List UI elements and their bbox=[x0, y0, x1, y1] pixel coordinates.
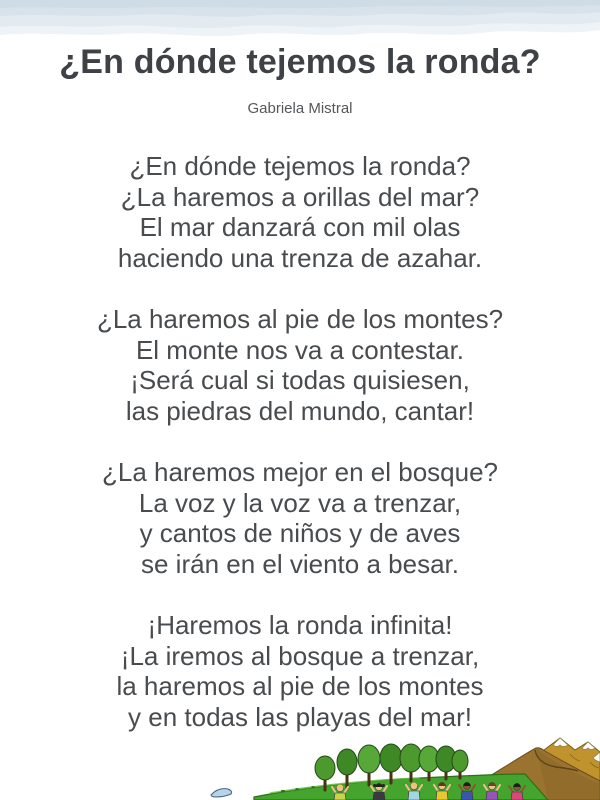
poem-line: ¿La haremos a orillas del mar? bbox=[120, 181, 480, 212]
poem-line: El mar danzará con mil olas bbox=[139, 212, 461, 242]
sky-clouds-illustration bbox=[0, 0, 600, 42]
poem-line: haciendo una trenza de azahar. bbox=[117, 242, 483, 273]
stanza-1 bbox=[0, 151, 600, 273]
water-wave-icon bbox=[211, 789, 232, 797]
green-hill-icon bbox=[254, 774, 548, 800]
poem-line: La voz y la voz va a trenzar, bbox=[138, 487, 462, 518]
poem-line: se irán en el viento a besar. bbox=[141, 548, 459, 579]
poem-line: las piedras del mundo, cantar! bbox=[125, 395, 475, 426]
stanza-4 bbox=[0, 610, 600, 732]
poem-line: la haremos al pie de los montes bbox=[116, 671, 484, 701]
poem-line: y cantos de niños y de aves bbox=[139, 518, 461, 548]
ronda-scene-illustration bbox=[0, 734, 600, 800]
page-title: ¿En dónde tejemos la ronda? bbox=[59, 43, 541, 81]
poem-line: ¡La iremos al bosque a trenzar, bbox=[120, 640, 480, 671]
poem-line: ¿La haremos mejor en el bosque? bbox=[101, 457, 498, 487]
poem-line: ¿En dónde tejemos la ronda? bbox=[129, 151, 471, 181]
poem-line: ¡Será cual si todas quisiesen, bbox=[130, 365, 470, 395]
poem-line: ¡Haremos la ronda infinita! bbox=[147, 610, 453, 640]
stanza-3 bbox=[0, 457, 600, 579]
poem-line: El monte nos va a contestar. bbox=[135, 334, 465, 365]
author-name: Gabriela Mistral bbox=[247, 100, 353, 117]
stanza-2 bbox=[0, 304, 600, 426]
poem-line: ¿La haremos al pie de los montes? bbox=[96, 304, 504, 334]
poem-body bbox=[0, 151, 600, 763]
poem-line: y en todas las playas del mar! bbox=[128, 701, 472, 732]
